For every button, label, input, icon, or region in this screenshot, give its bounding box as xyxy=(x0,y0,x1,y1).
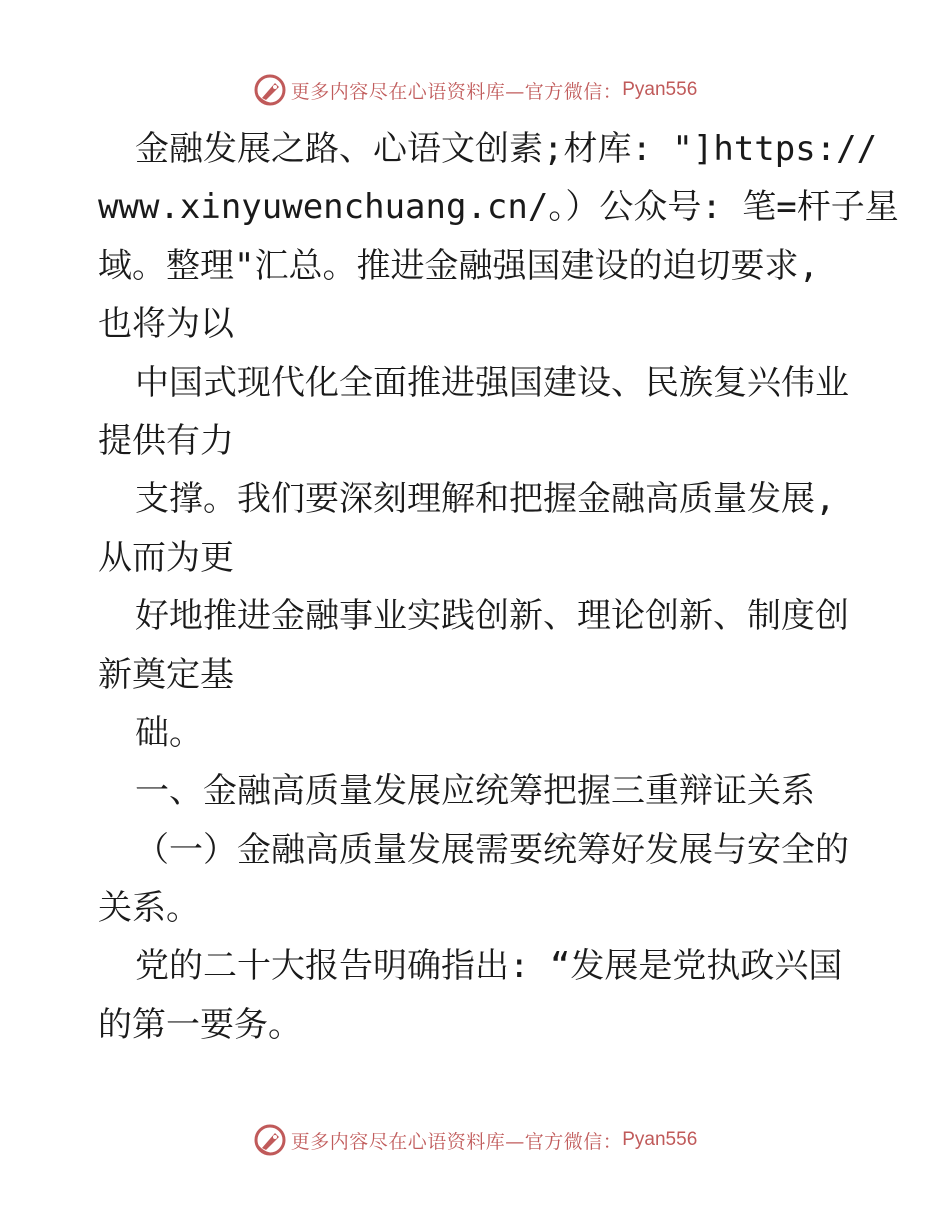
watermark-handle: Pyan556 xyxy=(622,79,698,100)
watermark-text: 更多内容尽在心语资料库—官方微信： xyxy=(290,80,623,103)
text-line: 好地推进金融事业实践创新、理论创新、制度创 xyxy=(135,596,849,637)
text-line: 金融发展之路、心语文创素;材库: "]https:// xyxy=(135,129,878,169)
text-line: 也将为以 xyxy=(98,304,234,345)
document-body xyxy=(98,120,899,1054)
watermark-text: 更多内容尽在心语资料库—官方微信： xyxy=(290,1130,623,1153)
pen-nib-logo-icon xyxy=(253,1123,287,1157)
subsection-heading: （一）金融高质量发展需要统筹好发展与安全的 xyxy=(135,829,849,870)
watermark-handle: Pyan556 xyxy=(622,1129,698,1150)
text-line: 础。 xyxy=(135,712,203,753)
footer-watermark-banner xyxy=(0,1120,950,1160)
header-watermark-banner xyxy=(0,70,950,110)
text-line: 域。整理"汇总。推进金融强国建设的迫切要求, xyxy=(98,245,819,286)
text-line: 中国式现代化全面推进强国建设、民族复兴伟业 xyxy=(135,362,849,403)
text-line: www.xinyuwenchuang.cn/。）公众号: 笔=杆子星 xyxy=(98,187,899,228)
text-line: 的第一要务。 xyxy=(98,1004,302,1045)
text-line: 关系。 xyxy=(98,888,200,929)
text-line: 新奠定基 xyxy=(98,654,234,695)
text-line: 党的二十大报告明确指出: “发展是党执政兴国 xyxy=(135,946,843,987)
text-line: 支撑。我们要深刻理解和把握金融高质量发展, xyxy=(135,479,836,520)
section-heading: 一、金融高质量发展应统筹把握三重辩证关系 xyxy=(135,771,815,812)
text-line: 从而为更 xyxy=(98,537,234,578)
pen-nib-logo-icon xyxy=(253,73,287,107)
text-line: 提供有力 xyxy=(98,420,234,461)
